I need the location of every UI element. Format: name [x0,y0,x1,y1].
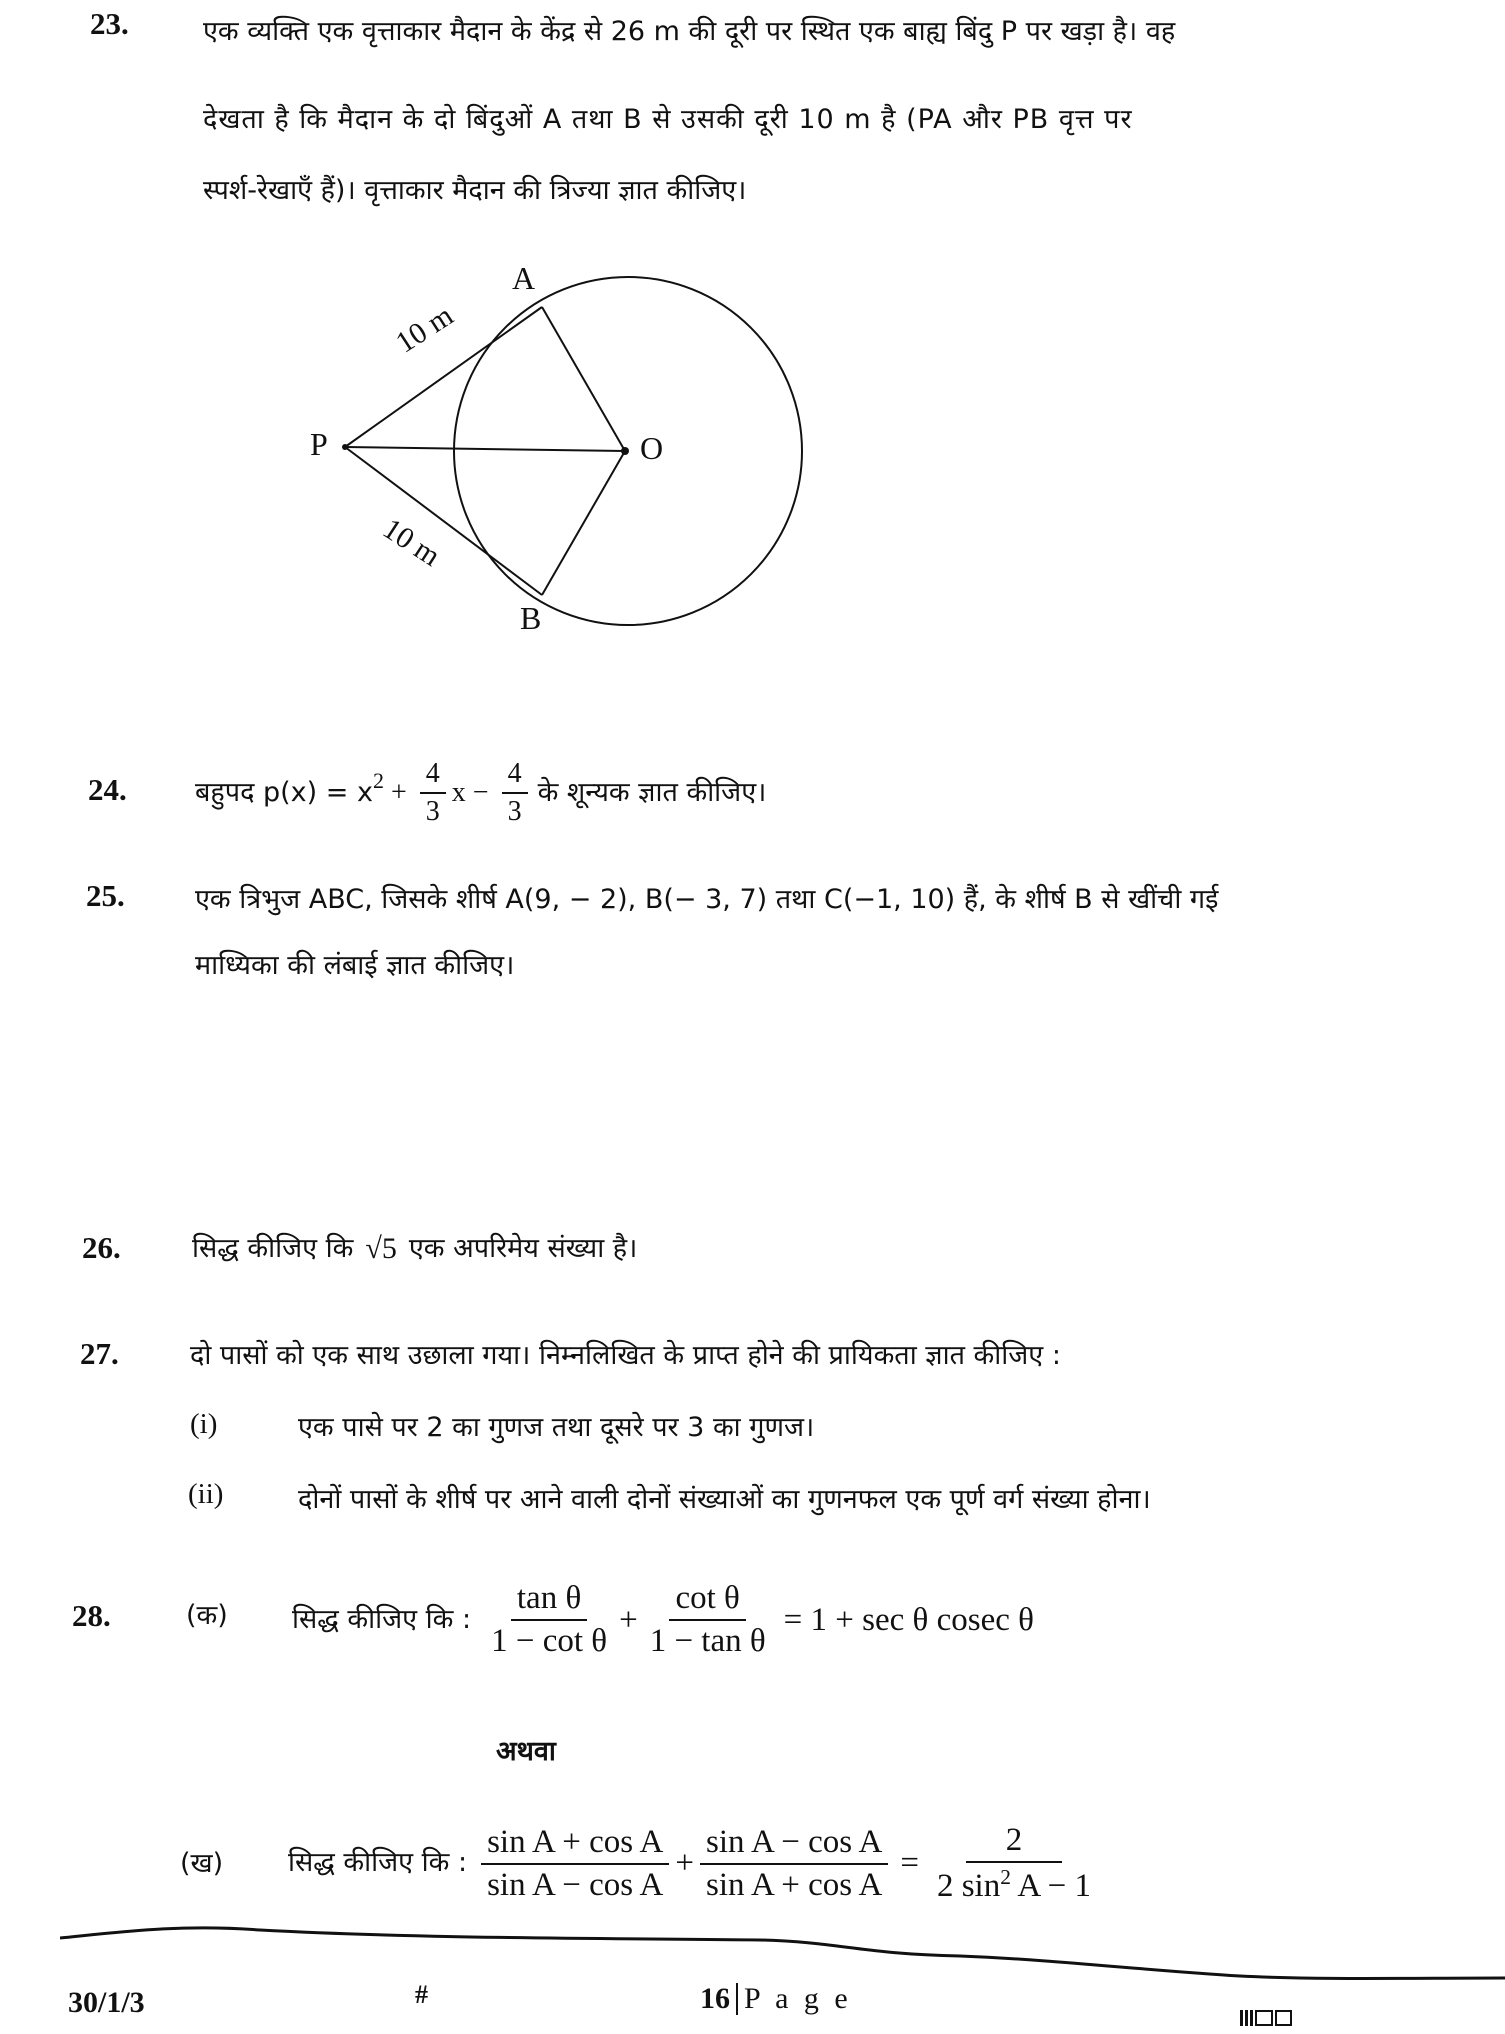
q28-part-a-label: (क) [186,1600,228,1631]
q28-part-a-statement [292,1580,1034,1660]
q28a-plus: + [619,1601,638,1638]
q28b-fraction-1: $\frac{\text{sin A + cos A}}{\text{sin A − cos A}}$ [481,1824,669,1904]
q24-statement [195,758,766,828]
q28-part-b-label: (ख) [180,1848,224,1879]
q26-sqrt: √5 [365,1232,397,1265]
label-point-a: A [512,260,536,296]
q27-part-text: एक पासे पर 2 का गुणज तथा दूसरे पर 3 का गुणज। [298,1412,815,1443]
label-pb-length: 10 m [377,512,447,573]
footer-hash: # [415,1980,428,2009]
q28a-fraction-2: $\frac{\text{cot θ}}{\text{1 − tan θ}}$ [649,1580,766,1659]
label-pa-length: 10 m [390,298,460,360]
question-number-26: 26. [82,1230,121,1265]
q23-text-line1: एक व्यक्ति एक वृत्ताकार मैदान के केंद्र से 26 m की दूरी पर स्थित एक बाह्य बिंदु P पर खड़ा है। वह [203,16,1176,47]
q24-fraction-1: $\frac{4}{3}$ [420,758,446,828]
footer-divider-line [60,1920,1505,1980]
q24-plus: + [383,777,414,808]
q26-text-before: सिद्ध कीजिए कि [192,1232,354,1264]
q24-suffix: के शून्यक ज्ञात कीजिए। [537,776,767,808]
q27-stem: दो पासों को एक साथ उछाला गया। निम्नलिखित के प्राप्त होने की प्रायिकता ज्ञात कीजिए : [190,1340,1061,1371]
label-point-o: O [640,430,664,466]
or-separator: अथवा [496,1736,556,1767]
footer-page-number [700,1982,852,2016]
page-label: P a g e [744,1982,852,2015]
tangent-circle-diagram [280,250,840,650]
q25-text-line1: एक त्रिभुज ABC, जिसके शीर्ष A(9, − 2), B(− 3, 7) तथा C(−1, 10) हैं, के शीर्ष B से खींची गई [195,884,1219,915]
label-point-b: B [520,600,542,636]
page-number: 16 [700,1982,730,2015]
q27-part-label: (ii) [188,1478,224,1510]
q26-statement [192,1232,637,1266]
question-number-25: 25. [86,878,125,913]
q28b-fraction-3: $\frac{2}{2 \sin^2 A - 1}$ [936,1822,1091,1904]
q28-part-b-statement [288,1822,1103,1905]
question-number-24: 24. [88,772,127,807]
q28a-fraction-1: $\frac{\text{tan θ}}{\text{1 − cot θ}}$ [491,1580,608,1659]
q26-text-after: एक अपरिमेय संख्या है। [408,1232,638,1264]
q24-exponent: 2 [372,768,384,793]
question-number-27: 27. [80,1336,119,1371]
q24-prefix: बहुपद p(x) = x [195,776,373,808]
q23-text-line3: स्पर्श-रेखाएँ हैं)। वृत्ताकार मैदान की त्रिज्या ज्ञात कीजिए। [203,175,747,206]
q24-fraction-2: $\frac{4}{3}$ [502,758,528,828]
q23-text-line2: देखता है कि मैदान के दो बिंदुओं A तथा B से उसकी दूरी 10 m है (PA और PB वृत्त पर [203,104,1133,135]
question-number-23: 23. [90,6,129,41]
q28a-rhs: = 1 + sec θ cosec θ [783,1601,1034,1638]
footer-paper-code: 30/1/3 [68,1986,145,2019]
q27-part-text: दोनों पासों के शीर्ष पर आने वाली दोनों संख्याओं का गुणनफल एक पूर्ण वर्ग संख्या होना। [298,1484,1151,1515]
qr-code-icon [1240,2010,1292,2026]
q28b-prefix: सिद्ध कीजिए कि : [288,1847,468,1879]
q28b-fraction-2: $\frac{\text{sin A − cos A}}{\text{sin A + cos A}}$ [700,1824,888,1904]
q25-text-line2: माध्यिका की लंबाई ज्ञात कीजिए। [195,950,515,981]
circle-tangent-figure [280,250,840,650]
q24-mid: x − [451,777,496,808]
q28a-prefix: सिद्ध कीजिए कि : [292,1603,472,1635]
q28b-equals: = [900,1845,919,1881]
q27-part-label: (i) [190,1408,218,1440]
label-point-p: P [310,426,328,462]
page-separator [736,1983,738,2015]
q28b-plus: + [675,1845,695,1881]
question-number-28: 28. [72,1598,111,1633]
